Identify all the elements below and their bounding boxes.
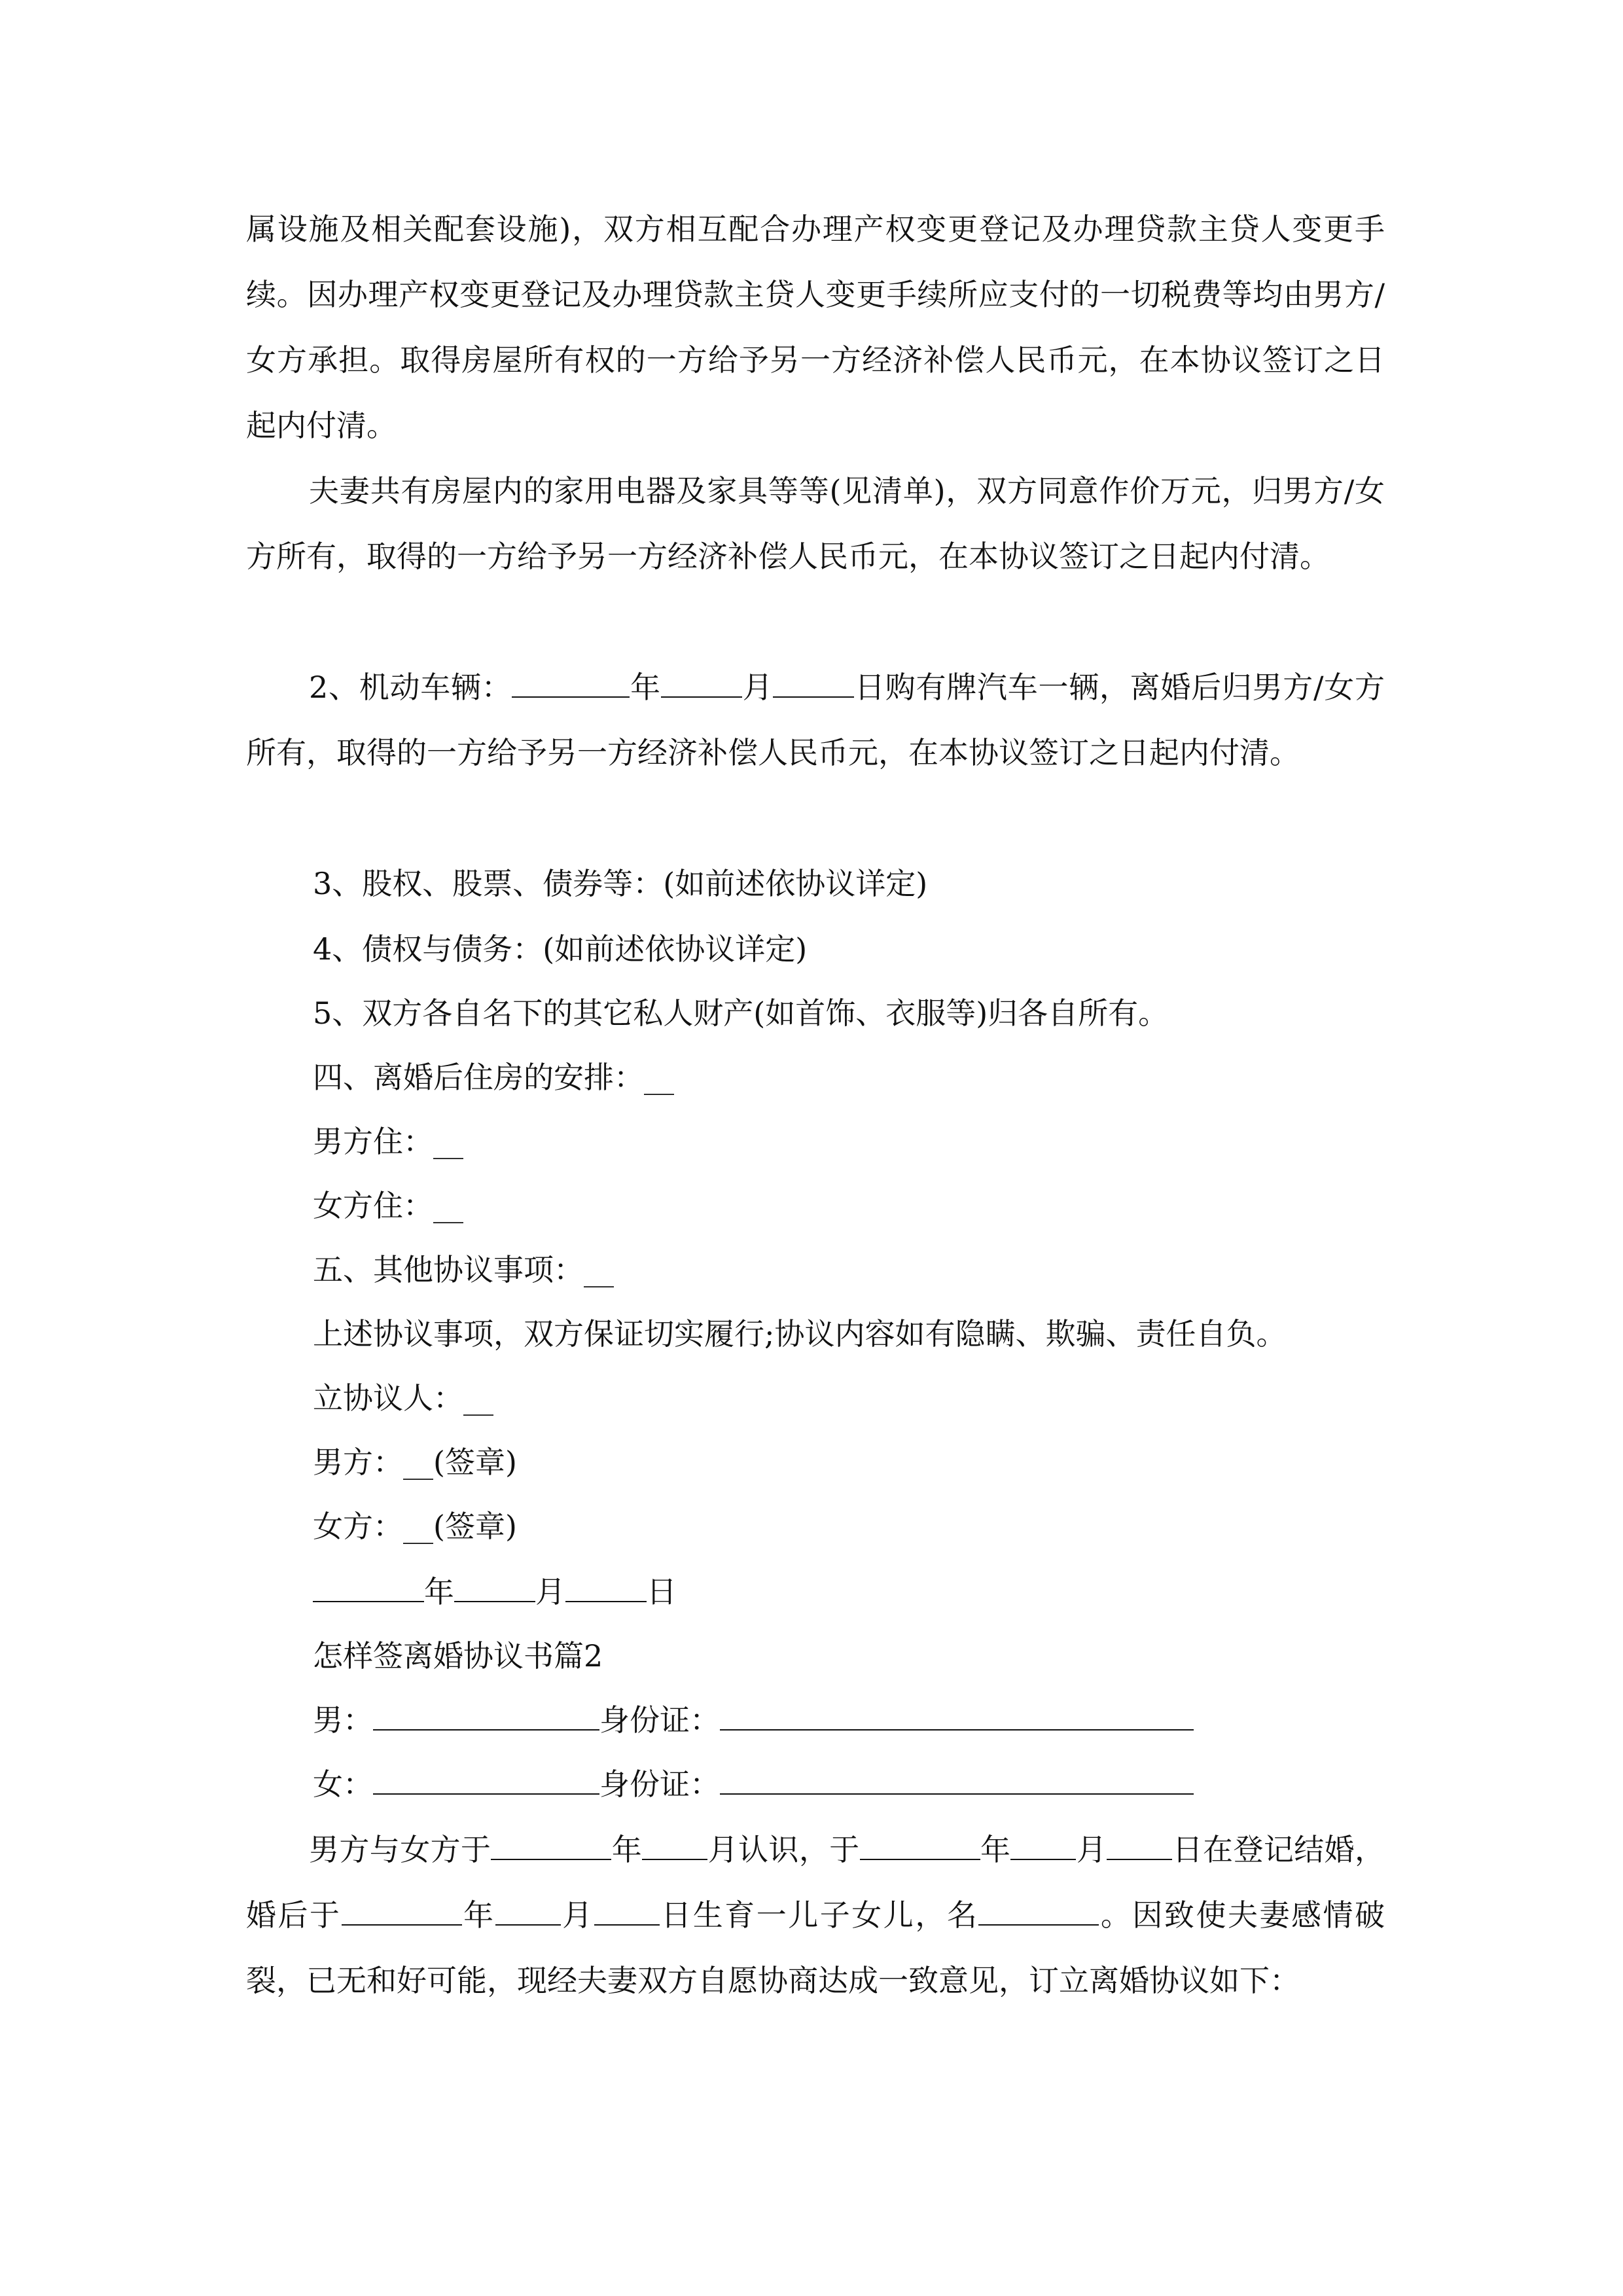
child-name-blank	[978, 1898, 1099, 1926]
paragraph-housing-transfer: 属设施及相关配套设施)，双方相互配合办理产权变更登记及办理贷款主贷人变更手续。因办理产权变更登记及办理贷款主贷人变更手续所应支付的一切税费等均由男方/女方承担。取得房屋所有权的一方给予另一方经济补偿人民币元，在本协议签订之日起内付清。	[246, 211, 1385, 443]
intro-end: 。因致使夫妻感情破裂，已无和好可能，现经夫妻双方自愿协商达成一致意见，订立离婚协议如下：	[246, 1897, 1385, 1998]
female-id-label: 身份证：	[599, 1767, 720, 1802]
vehicle-year-label: 年	[630, 670, 661, 705]
paragraph-furniture: 夫妻共有房屋内的家用电器及家具等等(见清单)，双方同意作价万元，归男方/女方所有，取得的一方给予另一方经济补偿人民币元，在本协议签订之日起内付清。	[246, 473, 1385, 574]
female-label: 女：	[313, 1767, 373, 1802]
intro-month1: 月认识，于	[707, 1832, 860, 1867]
section-housing-arrangement: 四、离婚后住房的安排：__	[313, 1060, 674, 1095]
vehicle-year-blank	[512, 670, 630, 698]
date-month-label: 月	[535, 1574, 565, 1609]
intro-a: 男方与女方于	[309, 1832, 491, 1867]
vehicle-label: 2、机动车辆：	[309, 670, 512, 705]
intro-month3: 月	[560, 1897, 594, 1933]
date-year-label: 年	[424, 1574, 454, 1609]
male-name-blank	[373, 1703, 599, 1731]
vehicle-rest: 日购有牌汽车一辆，离婚后归男方/女方所有，取得的一方给予另一方经济补偿人民币元，在本协议签订之日起内付清。	[246, 670, 1385, 770]
female-id-blank	[720, 1767, 1194, 1795]
female-name-blank	[373, 1767, 599, 1795]
intro-month1-blank	[642, 1833, 707, 1860]
item-equity: 3、股权、股票、债券等：(如前述依协议详定)	[313, 866, 928, 901]
vehicle-month-label: 月	[741, 670, 774, 705]
intro-day2: 日在登记结婚，婚后于	[246, 1832, 1385, 1933]
vehicle-month-blank	[661, 670, 742, 698]
section-heading-2: 怎样签离婚协议书篇2	[313, 1638, 603, 1674]
male-id-blank	[720, 1703, 1194, 1731]
intro-month3-blank	[495, 1898, 561, 1926]
date-line	[313, 1559, 1386, 1624]
paragraph-marriage-intro	[246, 1817, 1385, 2013]
male-id-label: 身份证：	[599, 1702, 720, 1738]
intro-day3-blank	[594, 1898, 660, 1926]
intro-month2-blank	[1010, 1833, 1076, 1860]
intro-month2: 月	[1076, 1832, 1107, 1867]
male-id-line	[313, 1687, 1386, 1753]
male-label: 男：	[313, 1702, 373, 1738]
intro-year2: 年	[980, 1832, 1011, 1867]
intro-day3: 日生育一儿子女儿，名	[659, 1897, 979, 1933]
item-debts: 4、债权与债务：(如前述依协议详定)	[313, 931, 808, 967]
paragraph-vehicle	[246, 655, 1385, 785]
section-other-matters: 五、其他协议事项：__	[313, 1252, 614, 1287]
signer-line: 立协议人：__	[313, 1380, 493, 1416]
date-year-blank	[313, 1575, 424, 1602]
vehicle-day-blank	[773, 670, 854, 698]
date-day-label: 日	[647, 1574, 677, 1609]
male-signature: 男方：__(签章)	[313, 1444, 517, 1480]
item-private-property: 5、双方各自名下的其它私人财产(如首饰、衣服等)归各自所有。	[313, 996, 1169, 1031]
intro-year2-blank	[860, 1833, 980, 1860]
date-day-blank	[565, 1575, 647, 1602]
female-id-line	[313, 1751, 1386, 1817]
intro-year1-blank	[491, 1833, 611, 1860]
intro-year3: 年	[461, 1897, 495, 1933]
female-signature: 女方：__(签章)	[313, 1509, 517, 1544]
female-residence: 女方住：__	[313, 1188, 463, 1223]
intro-year1: 年	[611, 1832, 643, 1867]
male-residence: 男方住：__	[313, 1124, 463, 1159]
date-month-blank	[454, 1575, 535, 1602]
intro-day2-blank	[1107, 1833, 1172, 1860]
guarantee-statement: 上述协议事项，双方保证切实履行;协议内容如有隐瞒、欺骗、责任自负。	[313, 1316, 1287, 1352]
intro-year3-blank	[342, 1898, 462, 1926]
